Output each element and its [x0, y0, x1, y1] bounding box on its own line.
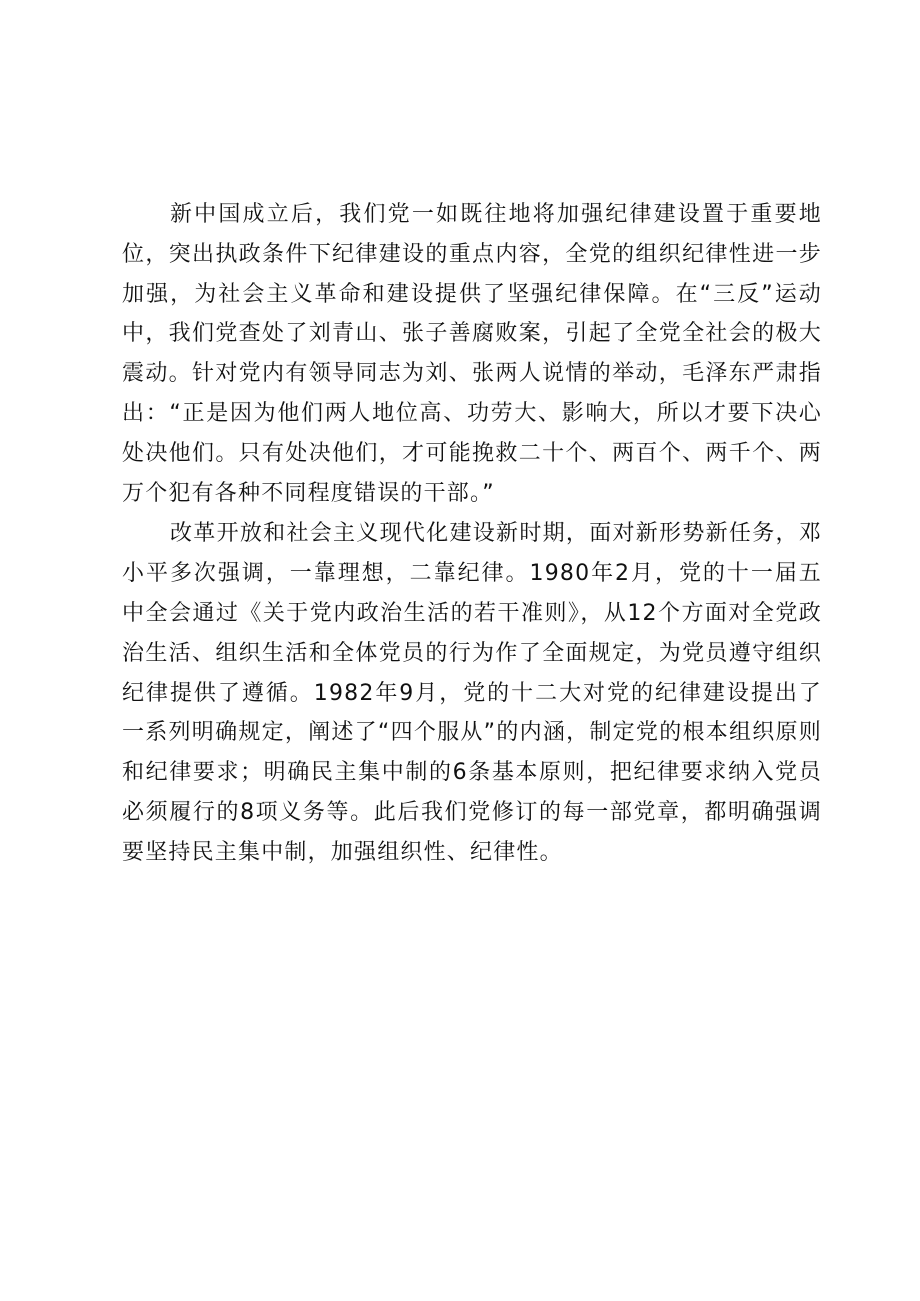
paragraph-reform-era-discipline: 改革开放和社会主义现代化建设新时期，面对新形势新任务，邓小平多次强调，一靠理想，二靠纪律。1980年2月，党的十一届五中全会通过《关于党内政治生活的若干准则》，从12个方面对全党政治生活、组织生活和全体党员的行为作了全面规定，为党员遵守组织纪律提供了遵循。1982年9月，党的十二大对党的纪律建设提出了一系列明确规定，阐述了“四个服从”的内涵，制定党的根本组织原则和纪律要求；明确民主集中制的6条基本原则，把纪律要求纳入党员必须履行的8项义务等。此后我们党修订的每一部党章，都明确强调要坚持民主集中制，加强组织性、纪律性。 — [122, 521, 822, 865]
paragraph-new-china-discipline: 新中国成立后，我们党一如既往地将加强纪律建设置于重要地位，突出执政条件下纪律建设的重点内容，全党的组织纪律性进一步加强，为社会主义革命和建设提供了坚强纪律保障。在“三反”运动中，我们党查处了刘青山、张子善腐败案，引起了全党全社会的极大震动。针对党内有领导同志为刘、张两人说情的举动，毛泽东严肃指出：“正是因为他们两人地位高、功劳大、影响大，所以才要下决心处决他们。只有处决他们，才可能挽救二十个、两百个、两千个、两万个犯有各种不同程度错误的干部。” — [122, 202, 822, 506]
document-body — [122, 195, 822, 873]
